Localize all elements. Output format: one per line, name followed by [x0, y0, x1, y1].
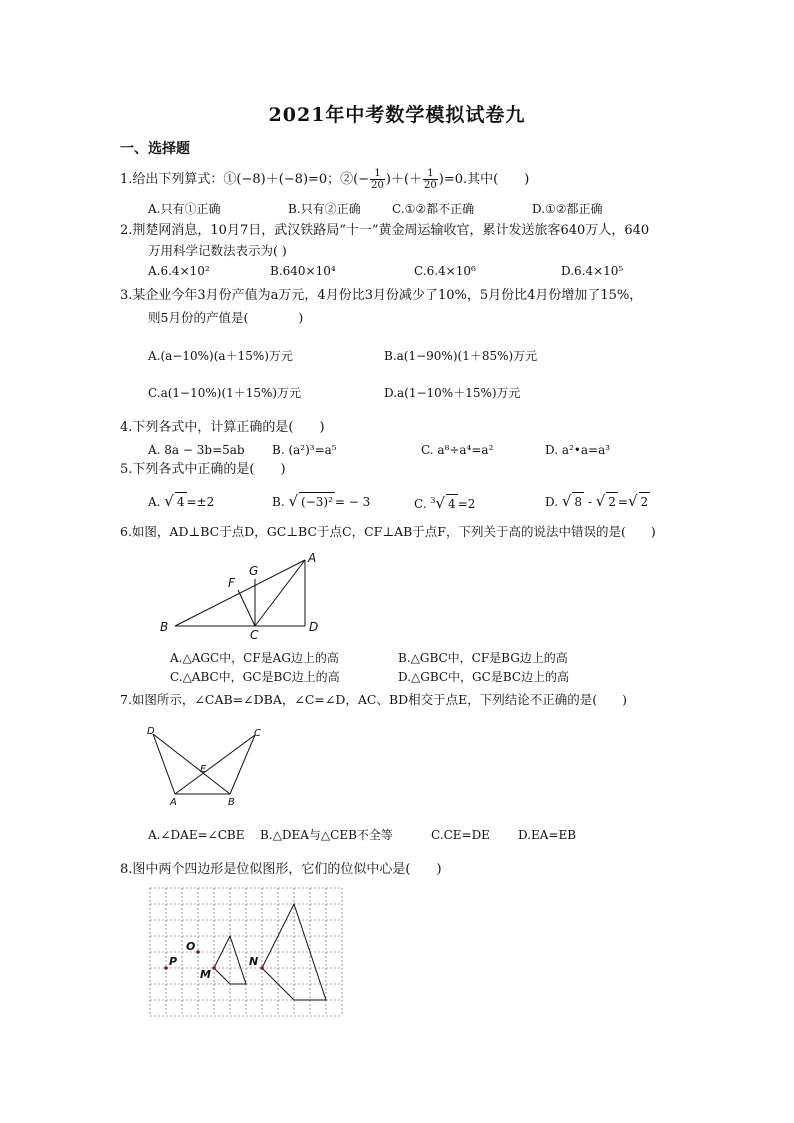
q3-option-c[interactable]: C.a(1−10%)(1＋15%)万元 — [148, 386, 302, 400]
q7-figure — [140, 722, 270, 810]
question-5-stem: 5.下列各式中正确的是( ) — [120, 462, 286, 477]
q8-label-n: N — [249, 955, 259, 968]
radical-sign: √ — [561, 492, 572, 510]
q7-option-c[interactable]: C.CE=DE — [431, 828, 490, 842]
exam-title: 2021年中考数学模拟试卷九 — [268, 104, 526, 126]
question-7-stem: 7.如图所示，∠CAB=∠DBA，∠C=∠D，AC、BD相交于点E，下列结论不正确的是( ) — [120, 692, 628, 707]
fraction-1: $\frac{1}{20}$ — [371, 168, 384, 191]
q5-option-d[interactable]: D. √ 8 - √ 2 =√ 2 — [545, 492, 649, 510]
question-4-stem: 4.下列各式中，计算正确的是( ) — [120, 420, 325, 435]
question-1-stem: 1.给出下列算式：①(−8)＋(−8)=0；②(− $\frac{1}{20}$ )＋(＋ $\frac{1}{20}$ )=0.其中( ) — [120, 168, 530, 191]
question-3-line1: 3.某企业今年3月份产值为a万元，4月份比3月份减少了10%，5月份比4月份增加了15%， — [120, 288, 643, 303]
q8-grid-figure — [146, 884, 346, 1020]
q7-option-b[interactable]: B.△DEA与△CEB不全等 — [260, 828, 393, 842]
radical-sign: √ — [288, 492, 299, 510]
radical-sign: √ — [595, 492, 606, 510]
q4-option-a[interactable]: A. 8a − 3b=5ab — [148, 443, 245, 457]
q7-label-a: A — [170, 797, 177, 808]
question-6-stem: 6.如图，AD⊥BC于点D，GC⊥BC于点C，CF⊥AB于点F，下列关于高的说法中错误的是( ) — [120, 524, 656, 539]
q5-option-b[interactable]: B. √ (−3)² = − 3 — [272, 492, 371, 510]
q6-label-c: C — [250, 628, 259, 640]
radical-sign: √ — [164, 492, 174, 510]
q6-label-b: B — [160, 620, 169, 634]
q2-option-c[interactable]: C.6.4×10⁶ — [414, 264, 476, 278]
q7-option-d[interactable]: D.EA=EB — [518, 828, 577, 842]
q7-option-a[interactable]: A.∠DAE=∠CBE — [148, 828, 245, 842]
q1-option-d[interactable]: D.①②都正确 — [532, 202, 603, 216]
q6-figure — [150, 548, 340, 640]
q6-label-f: F — [228, 576, 235, 590]
q7-label-c: C — [254, 728, 261, 739]
q8-label-o: O — [186, 940, 196, 953]
q4-option-b[interactable]: B. (a²)³=a⁵ — [272, 443, 337, 457]
question-8-stem: 8.图中两个四边形是位似图形，它们的位似中心是( ) — [120, 862, 442, 877]
q6-label-a: A — [308, 551, 317, 565]
q6-option-a[interactable]: A.△AGC中，CF是AG边上的高 — [170, 651, 339, 665]
section-heading: 一、选择题 — [120, 141, 190, 157]
q1-option-c[interactable]: C.①②都不正确 — [392, 202, 475, 216]
q1-option-b[interactable]: B.只有②正确 — [288, 202, 361, 216]
q2-option-d[interactable]: D.6.4×10⁵ — [561, 264, 624, 278]
q1-option-a[interactable]: A.只有①正确 — [148, 202, 221, 216]
q3-option-d[interactable]: D.a(1−10%＋15%)万元 — [384, 386, 521, 400]
question-2-line2: 万用科学记数法表示为( ) — [148, 243, 287, 258]
q2-option-a[interactable]: A.6.4×10² — [148, 264, 210, 278]
radical-sign: √ — [435, 494, 446, 512]
q5-option-a[interactable]: A. √ 4 =±2 — [148, 492, 215, 510]
q5-option-c[interactable]: C. $^3$√ 4 =2 — [414, 494, 476, 512]
q7-label-d: D — [147, 726, 155, 737]
question-2-line1: 2.荆楚网消息，10月7日，武汉铁路局“十一”黄金周运输收官，累计发送旅客640万人，640 — [120, 223, 650, 238]
fraction-2: $\frac{1}{20}$ — [424, 168, 437, 191]
q6-label-d: D — [309, 620, 319, 634]
q8-label-m: M — [200, 968, 211, 981]
q2-option-b[interactable]: B.640×10⁴ — [270, 264, 336, 278]
q4-option-c[interactable]: C. a⁸÷a⁴=a² — [421, 443, 494, 457]
radical-sign: √ — [627, 492, 638, 510]
question-3-line2: 则5月份的产值是( ) — [148, 310, 304, 325]
q3-option-a[interactable]: A.(a−10%)(a＋15%)万元 — [148, 349, 293, 363]
q6-option-c[interactable]: C.△ABC中，GC是BC边上的高 — [170, 670, 340, 684]
q6-option-b[interactable]: B.△GBC中，CF是BG边上的高 — [398, 651, 568, 665]
q7-label-e: E — [200, 764, 207, 775]
q6-label-g: G — [249, 564, 259, 578]
q4-option-d[interactable]: D. a²•a=a³ — [545, 443, 611, 457]
q3-option-b[interactable]: B.a(1−90%)(1＋85%)万元 — [384, 349, 538, 363]
q8-label-p: P — [169, 955, 178, 968]
q6-option-d[interactable]: D.△GBC中，GC是BC边上的高 — [398, 670, 570, 684]
q7-label-b: B — [228, 797, 235, 808]
